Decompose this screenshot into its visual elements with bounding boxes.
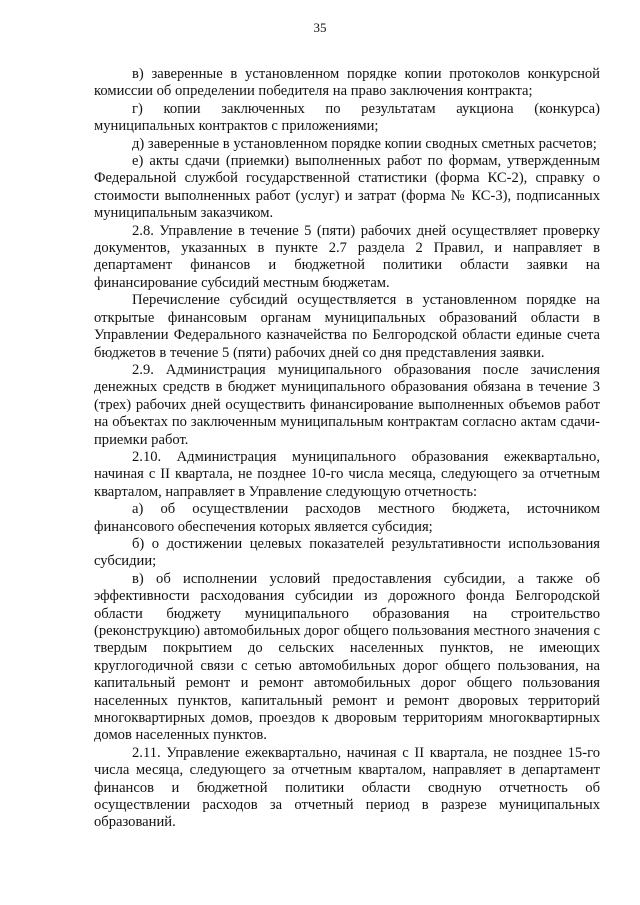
paragraph-2-7-d: д) заверенные в установленном порядке копии сводных сметных расчетов; xyxy=(132,135,597,152)
paragraph-2-11: 2.11. Управление ежеквартально, начиная с II квартала, не позднее 15-го числа месяца, следующего за отчетным кварталом, направляет в департамент финансов и бюджетной политики области сводную отчетность об осуществлении расходов за отчетный период в разрезе муниципальных образований. xyxy=(94,744,600,831)
paragraph-2-7-g: г) копии заключенных по результатам аукциона (конкурса) муниципальных контрактов с приложениями; xyxy=(94,100,600,135)
paragraph-2-7-e: е) акты сдачи (приемки) выполненных работ по формам, утвержденным Федеральной службой государственной статистики (форма КС-2), справку о стоимости выполненных работ (услуг) и затрат (форма № КС-3), подписанных муниципальным заказчиком. xyxy=(94,153,600,222)
page-number: 35 xyxy=(313,20,327,35)
paragraph-2-8-transfer: Перечисление субсидий осуществляется в установленном порядке на открытые финансовым органам муниципальных образований области в Управлении Федерального казначейства по Белгородской области единые счета бюджетов в течение 5 (пяти) рабочих дней со дня представления заявки. xyxy=(94,292,600,361)
paragraph-2-10-b: б) о достижении целевых показателей результативности использования субсидии; xyxy=(94,535,600,570)
paragraph-2-10-a: а) об осуществлении расходов местного бюджета, источником финансового обеспечения которых является субсидия; xyxy=(94,501,600,535)
paragraph-2-7-v: в) заверенные в установленном порядке копии протоколов конкурсной комиссии об определении победителя на право заключения контракта; xyxy=(94,66,600,100)
paragraph-2-10: 2.10. Администрация муниципального образования ежеквартально, начиная с II квартала, не позднее 10-го числа месяца, следующего за отчетным кварталом, направляет в Управление следующую отчетность: xyxy=(94,448,600,500)
paragraph-2-10-v: в) об исполнении условий предоставления субсидии, а также об эффективности расходования субсидии из дорожного фонда Белгородской области бюджету муниципального образования на строительство (реконструкцию) автомобильных дорог общего пользования местного значения с твердым покрытием до сельских населенных пунктов, не имеющих круглогодичной связи с сетью автомобильных дорог общего пользования, на капитальный ремонт и ремонт автомобильных дорог общего пользования населенных пунктов, капитальный ремонт и ремонт дворовых территорий многоквартирных домов, проездов к дворовым территориям многоквартирных домов населенных пунктов. xyxy=(94,570,600,744)
document-body xyxy=(94,66,600,832)
paragraph-2-8: 2.8. Управление в течение 5 (пяти) рабочих дней осуществляет проверку документов, указанных в пункте 2.7 раздела 2 Правил, и направляет в департамент финансов и бюджетной политики области заявки на финансирование субсидий местным бюджетам. xyxy=(94,222,600,291)
paragraph-2-9: 2.9. Администрация муниципального образования после зачисления денежных средств в бюджет муниципального образования обязана в течение 3 (трех) рабочих дней осуществить финансирование выполненных объемов работ на объектах по заключенным муниципальным контрактам согласно актам сдачи-приемки работ. xyxy=(94,361,600,448)
